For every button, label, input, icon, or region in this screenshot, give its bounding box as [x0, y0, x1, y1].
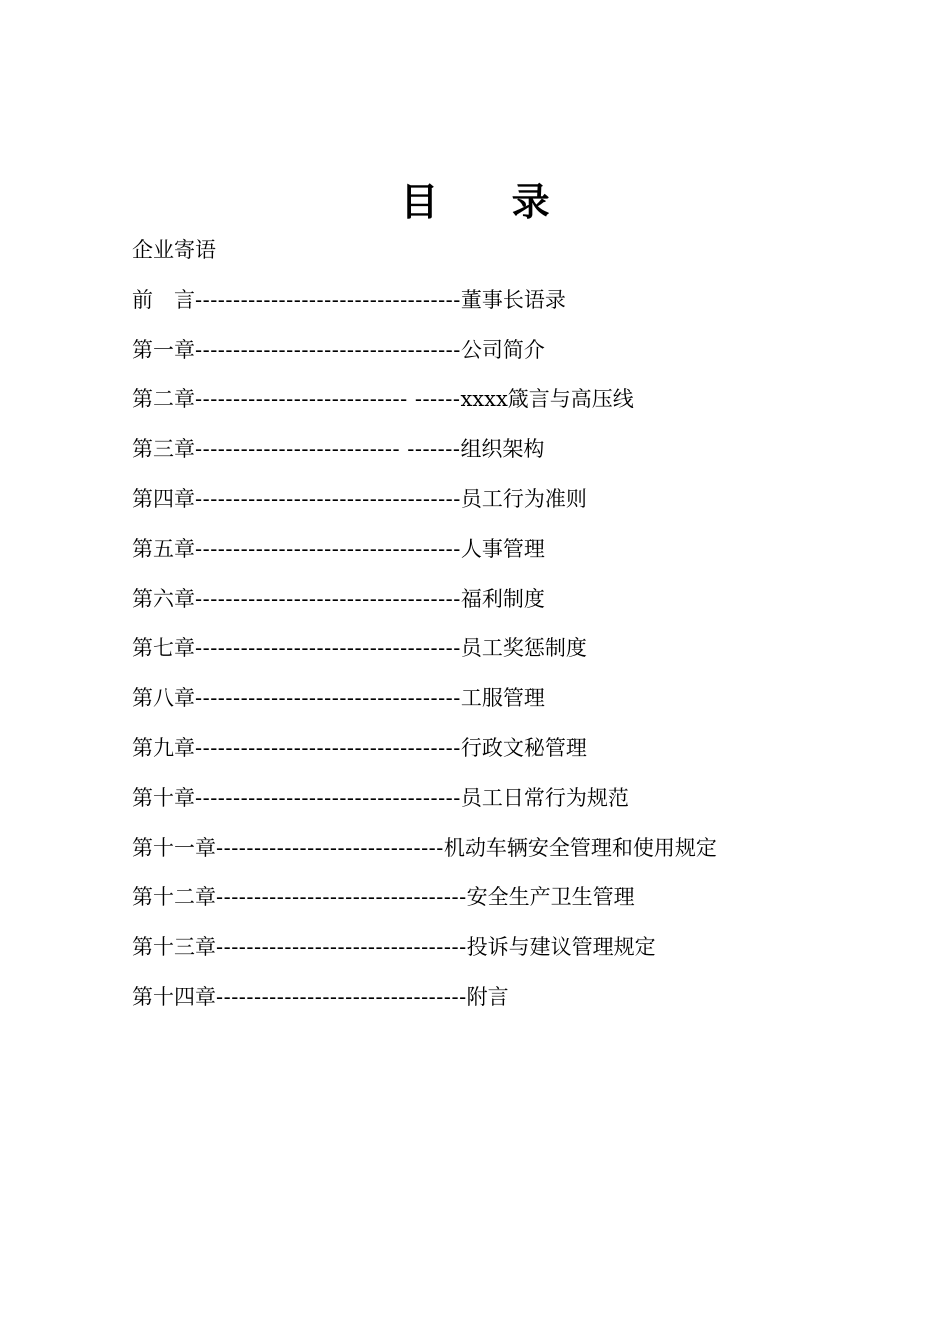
toc-entry-target: 组织架构	[460, 437, 545, 462]
toc-entry-target: 附言	[466, 984, 509, 1009]
toc-entry-target: 工服管理	[460, 686, 545, 711]
toc-entry-label: 企业寄语	[132, 238, 216, 262]
toc-entry-label: 第五章	[132, 536, 195, 561]
toc-entry	[132, 979, 892, 1029]
toc-entry-target: 员工奖惩制度	[460, 636, 587, 661]
toc-title: 目 录	[400, 179, 580, 224]
toc-entry	[132, 282, 892, 332]
toc-entry-target: 人事管理	[460, 536, 545, 561]
toc-list	[132, 232, 892, 1029]
toc-entry-leader: -----------------------------------	[195, 337, 461, 362]
toc-entry	[132, 879, 892, 929]
toc-entry-label: 第四章	[132, 486, 195, 511]
toc-entry-label: 第二章	[132, 387, 195, 412]
toc-entry	[132, 531, 892, 581]
toc-entry-label: 前 言	[132, 287, 195, 312]
toc-entry-leader: ---------------------------- ------	[195, 387, 461, 412]
toc-entry-leader: -----------------------------------	[195, 287, 461, 312]
toc-entry	[132, 581, 892, 631]
toc-entry	[132, 730, 892, 780]
toc-entry-label: 第八章	[132, 686, 195, 711]
toc-entry-target: 公司简介	[460, 337, 545, 362]
toc-entry-target: 福利制度	[460, 586, 545, 611]
toc-entry-target: 行政文秘管理	[460, 735, 587, 760]
toc-entry-label: 第十二章	[132, 885, 216, 910]
toc-entry-label: 第七章	[132, 636, 195, 661]
toc-entry-label: 第一章	[132, 337, 195, 362]
toc-entry	[132, 630, 892, 680]
toc-entry-target: 员工日常行为规范	[460, 785, 629, 810]
toc-entry-leader: -----------------------------------	[195, 536, 461, 561]
toc-entry-label: 第九章	[132, 735, 195, 760]
toc-entry-leader: -----------------------------------	[195, 486, 461, 511]
toc-entry	[132, 929, 892, 979]
toc-entry	[132, 680, 892, 730]
toc-entry-leader: ---------------------------------	[216, 885, 467, 910]
toc-entry-leader: -----------------------------------	[195, 686, 461, 711]
toc-entry-leader: --------------------------- -------	[195, 437, 461, 462]
toc-entry-leader: -----------------------------------	[195, 735, 461, 760]
toc-entry	[132, 780, 892, 830]
toc-entry	[132, 431, 892, 481]
toc-entry-leader: -----------------------------------	[195, 586, 461, 611]
toc-entry-label: 第三章	[132, 437, 195, 462]
toc-entry-label: 第十章	[132, 785, 195, 810]
toc-entry	[132, 332, 892, 382]
toc-entry-leader: -----------------------------------	[195, 785, 461, 810]
toc-entry	[132, 830, 892, 880]
toc-entry-label: 第十一章	[132, 835, 216, 860]
toc-entry-leader: ------------------------------	[216, 835, 444, 860]
toc-entry-label: 第十三章	[132, 935, 216, 960]
toc-entry-target: 安全生产卫生管理	[466, 885, 635, 910]
toc-entry-target: 机动车辆安全管理和使用规定	[443, 835, 717, 860]
toc-entry-target: 员工行为准则	[460, 486, 587, 511]
toc-entry-leader: -----------------------------------	[195, 636, 461, 661]
toc-entry	[132, 381, 892, 431]
toc-entry-label: 第六章	[132, 586, 195, 611]
toc-entry-label: 第十四章	[132, 984, 216, 1009]
toc-entry	[132, 481, 892, 531]
toc-entry-target: 董事长语录	[460, 287, 566, 312]
toc-entry	[132, 232, 892, 282]
toc-entry-leader: ---------------------------------	[216, 935, 467, 960]
toc-entry-leader: ---------------------------------	[216, 984, 467, 1009]
toc-entry-target: 投诉与建议管理规定	[466, 935, 656, 960]
toc-entry-target: xxxx箴言与高压线	[460, 387, 634, 412]
